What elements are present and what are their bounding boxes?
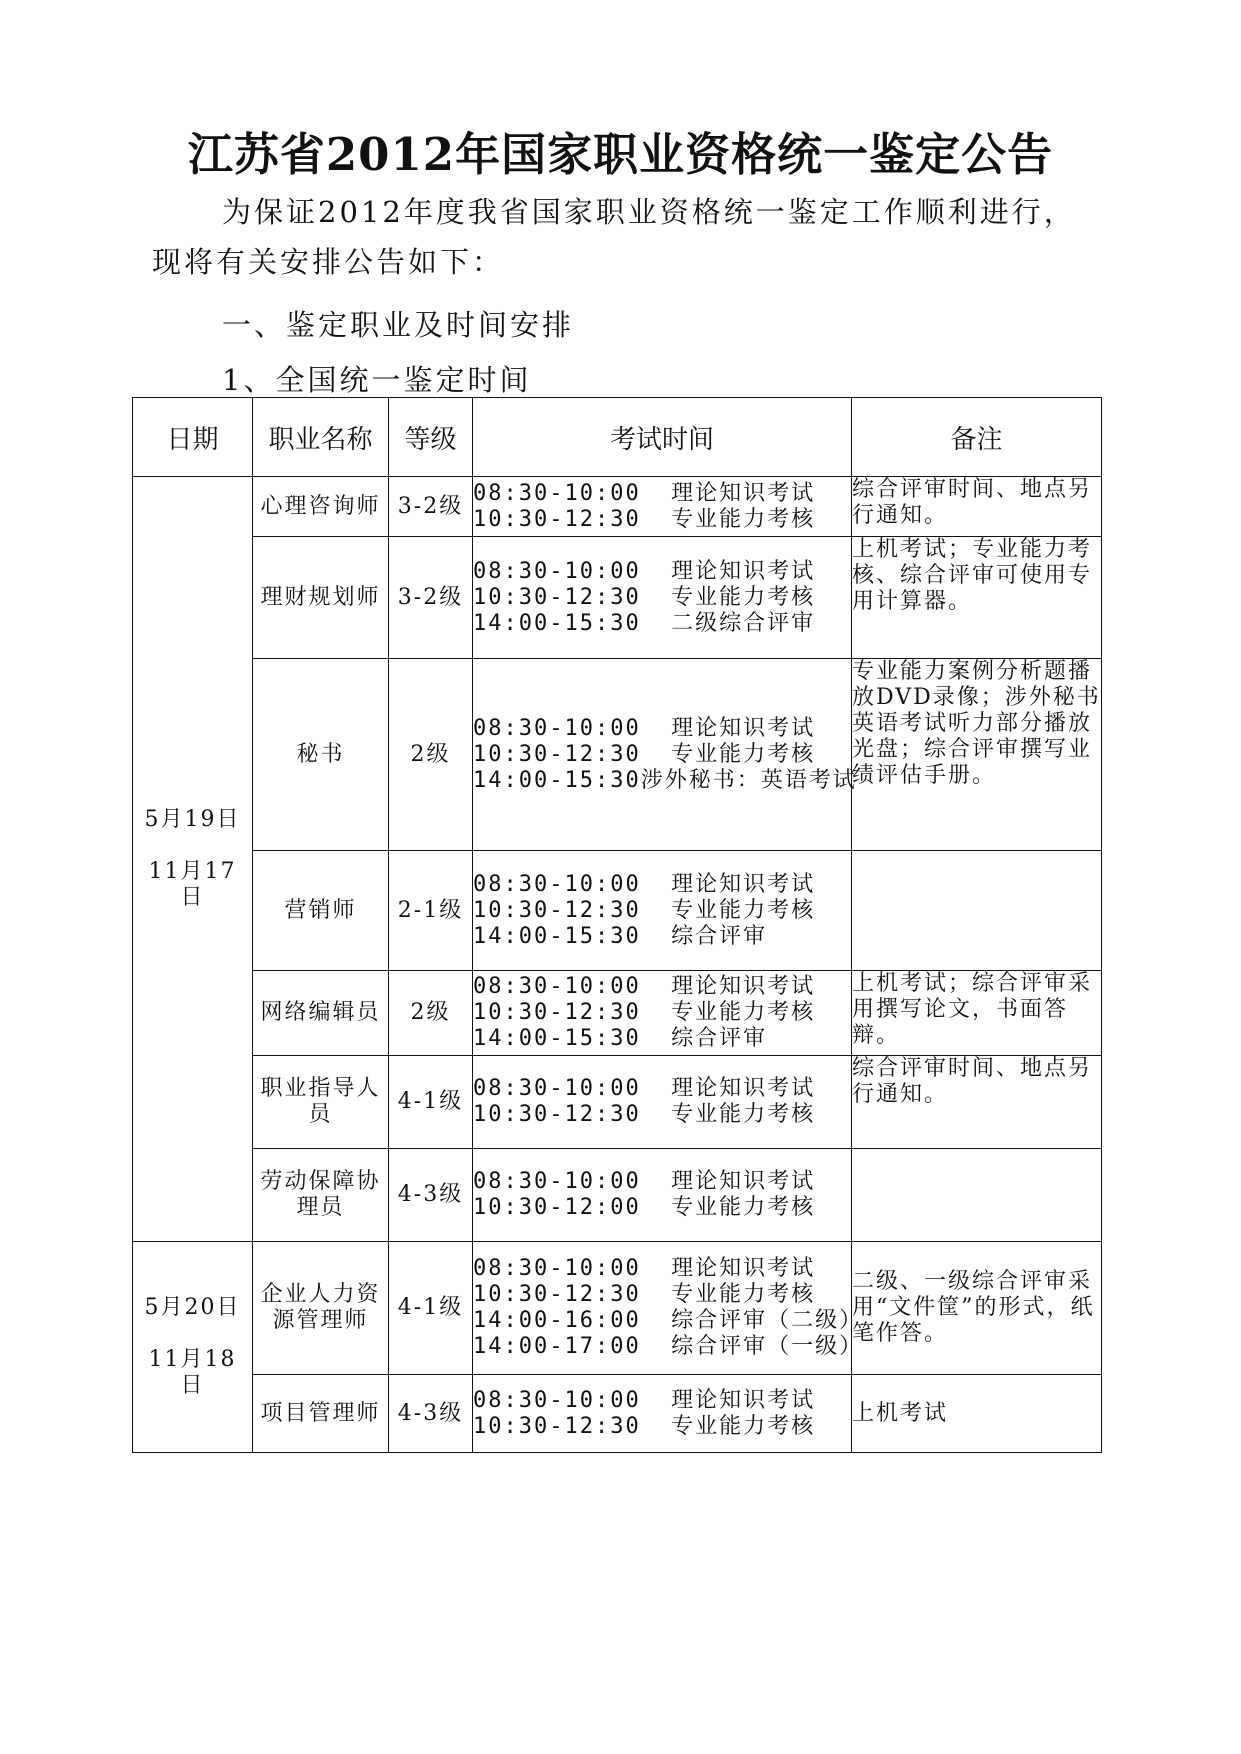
level-cell: 3-2级 (389, 477, 473, 537)
table-row (133, 1056, 1102, 1149)
occupation-cell: 企业人力资源管理师 (253, 1242, 389, 1375)
exam-time-cell (473, 659, 857, 851)
subsection-heading: 1、全国统一鉴定时间 (222, 363, 532, 397)
table-row (133, 1375, 1102, 1453)
level-cell: 3-2级 (389, 537, 473, 659)
exam-time-cell (473, 1242, 864, 1375)
note-cell: 专业能力案例分析题播放DVD录像；涉外秘书英语考试听力部分播放光盘；综合评审撰写业绩评估手册。 (852, 659, 1102, 851)
date-first: 5月20日 (144, 1295, 241, 1320)
date-second: 11月18 (148, 1347, 237, 1372)
header-exam-time: 考试时间 (473, 398, 852, 477)
time-line: 08:30-10:00 理论知识考试 (473, 974, 816, 999)
table-header-row (133, 398, 1102, 477)
time-line: 14:00-16:00 综合评审（二级） (473, 1308, 864, 1333)
exam-time-cell (473, 477, 852, 537)
exam-time-cell (473, 1056, 852, 1149)
exam-time-cell (473, 851, 852, 971)
time-line: 08:30-10:00 理论知识考试 (473, 871, 816, 897)
level-cell: 4-1级 (389, 1056, 473, 1149)
occupation-cell: 秘书 (253, 659, 389, 851)
note-cell (852, 1149, 1102, 1242)
page-title: 江苏省2012年国家职业资格统一鉴定公告 (187, 128, 1054, 181)
time-line: 10:30-12:30 专业能力考核 (473, 1282, 816, 1307)
time-line: 10:30-12:00 专业能力考核 (473, 1195, 816, 1220)
time-line: 10:30-12:30 专业能力考核 (473, 897, 816, 923)
table-row (133, 1242, 1102, 1375)
exam-time-cell (473, 1375, 852, 1453)
schedule-table (132, 397, 1102, 1453)
date-second: 11月17 (148, 859, 237, 884)
level-cell: 4-1级 (389, 1242, 473, 1375)
time-line: 14:00-15:30 综合评审 (473, 923, 768, 949)
note-cell: 二级、一级综合评审采用“文件筐”的形式，纸笔作答。 (852, 1242, 1102, 1375)
intro-paragraph: 为保证2012年度我省国家职业资格统一鉴定工作顺利进行，现将有关安排公告如下： (152, 195, 1076, 279)
exam-time-cell (473, 1149, 852, 1242)
time-line: 10:30-12:30 专业能力考核 (473, 1102, 816, 1127)
occupation-cell: 网络编辑员 (253, 971, 389, 1056)
level-cell: 2-1级 (389, 851, 473, 971)
time-line: 08:30-10:00 理论知识考试 (473, 480, 816, 506)
level-cell: 2级 (389, 971, 473, 1056)
level-cell: 4-3级 (389, 1375, 473, 1453)
time-line: 08:30-10:00 理论知识考试 (473, 1256, 816, 1281)
table-row (133, 537, 1102, 659)
header-level: 等级 (389, 398, 473, 477)
table-row (133, 851, 1102, 971)
date-second-suffix: 日 (180, 885, 205, 910)
time-line: 14:00-15:30 二级综合评审 (473, 610, 816, 636)
time-line: 14:00-15:30 综合评审 (473, 1026, 768, 1051)
occupation-cell: 劳动保障协理员 (253, 1149, 389, 1242)
exam-time-cell (473, 537, 852, 659)
time-line: 10:30-12:30 专业能力考核 (473, 584, 816, 610)
date-cell (133, 1242, 253, 1453)
note-cell: 上机考试；综合评审采用撰写论文，书面答辩。 (852, 971, 1102, 1056)
level-cell: 2级 (389, 659, 473, 851)
time-line: 10:30-12:30 专业能力考核 (473, 1413, 816, 1439)
time-line: 08:30-10:00 理论知识考试 (473, 1169, 816, 1194)
time-line: 10:30-12:30 专业能力考核 (473, 506, 816, 532)
table-row (133, 971, 1102, 1056)
note-cell (852, 851, 1102, 971)
note-cell: 上机考试；专业能力考核、综合评审可使用专用计算器。 (852, 537, 1102, 659)
table-row (133, 659, 1102, 851)
time-line: 10:30-12:30 专业能力考核 (473, 741, 816, 767)
date-second-suffix: 日 (180, 1373, 205, 1398)
time-line: 08:30-10:00 理论知识考试 (473, 1076, 816, 1101)
occupation-cell: 心理咨询师 (253, 477, 389, 537)
time-line: 14:00-17:00 综合评审（一级） (473, 1334, 864, 1359)
table-row (133, 1149, 1102, 1242)
time-line: 10:30-12:30 专业能力考核 (473, 1000, 816, 1025)
date-cell (133, 477, 253, 1242)
occupation-cell: 职业指导人员 (253, 1056, 389, 1149)
note-cell: 上机考试 (852, 1375, 1102, 1453)
level-cell: 4-3级 (389, 1149, 473, 1242)
header-date: 日期 (133, 398, 253, 477)
time-line: 08:30-10:00 理论知识考试 (473, 715, 816, 741)
time-line: 08:30-10:00 理论知识考试 (473, 558, 816, 584)
occupation-cell: 理财规划师 (253, 537, 389, 659)
note-cell: 综合评审时间、地点另行通知。 (852, 1056, 1102, 1149)
section-heading: 一、鉴定职业及时间安排 (222, 308, 575, 342)
time-line: 14:00-15:30涉外秘书：英语考试 (473, 767, 857, 793)
date-first: 5月19日 (144, 807, 241, 832)
occupation-cell: 营销师 (253, 851, 389, 971)
header-notes: 备注 (852, 398, 1102, 477)
exam-time-cell (473, 971, 852, 1056)
note-cell: 综合评审时间、地点另行通知。 (852, 477, 1102, 537)
occupation-cell: 项目管理师 (253, 1375, 389, 1453)
table-row (133, 477, 1102, 537)
header-occupation: 职业名称 (253, 398, 389, 477)
time-line: 08:30-10:00 理论知识考试 (473, 1387, 816, 1413)
